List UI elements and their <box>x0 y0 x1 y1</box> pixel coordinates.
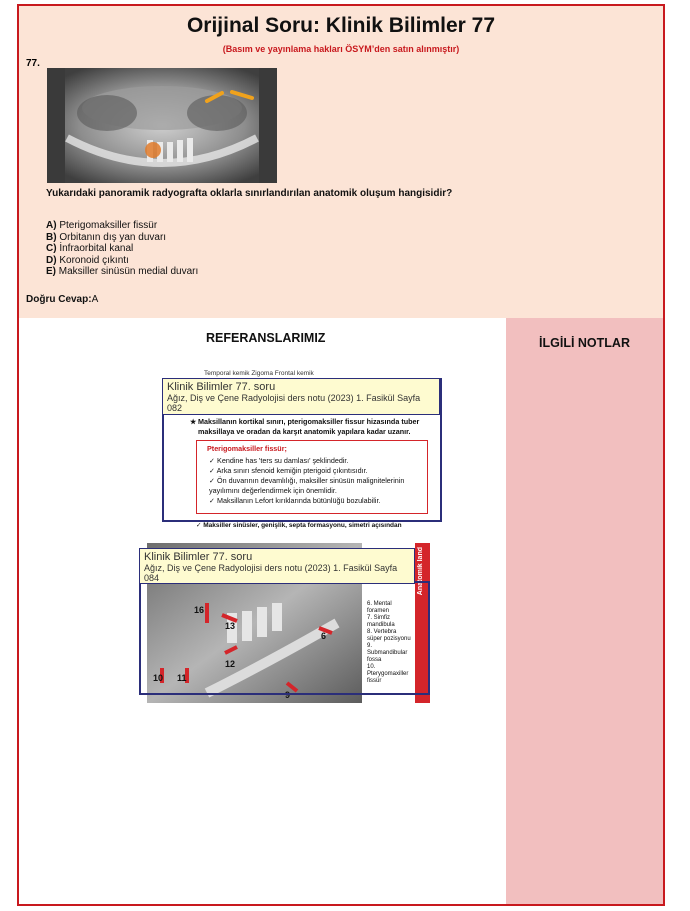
page-title: Orijinal Soru: Klinik Bilimler 77 <box>186 14 496 37</box>
option-b[interactable]: B) Orbitanın dış yan duvarı <box>46 231 167 243</box>
answer-value: A <box>91 294 99 305</box>
option-d[interactable]: D) Koronoid çıkıntı <box>46 254 129 266</box>
copyright-notice: (Basım ve yayınlama hakları ÖSYM’den satın alınmıştır) <box>222 44 460 54</box>
ref1-heading: Klinik Bilimler 77. soru <box>167 381 276 393</box>
marker-13: 13 <box>225 621 236 631</box>
marker-10: 10 <box>153 673 164 683</box>
ref1-bottom-strip: ✓ Maksiller sinüsler, genişlik, septa formasyonu, simetri açısından <box>196 522 402 529</box>
marker-11: 11 <box>177 673 187 683</box>
ref1-box-item: ✓ Arka sınırı sfenoid kemiğin pterigoid çıkıntısıdır. <box>209 466 368 475</box>
ref1-bullet: ★ Maksillanın kortikal sınırı, pterigomaksiller fissur hizasında tuber maksillaya ve oradan da karşıt anatomik yapılara kadar uzanır. <box>190 417 420 436</box>
references-title: REFERANSLARIMIZ <box>206 331 326 345</box>
notes-title: İLGİLİ NOTLAR <box>539 336 630 350</box>
ref1-top-strip: Temporal kemik Zigoma Frontal kemik <box>204 370 314 377</box>
marker-6: 6 <box>321 631 327 641</box>
ref1-source: Ağız, Diş ve Çene Radyolojisi ders notu (2023) 1. Fasikül Sayfa 082 <box>167 393 421 413</box>
marker-9: 9 <box>285 690 291 700</box>
marker-12: 12 <box>225 659 236 669</box>
star-icon: ★ <box>190 417 197 426</box>
question-number: 77. <box>26 58 40 69</box>
ref2-source: Ağız, Diş ve Çene Radyolojisi ders notu (2023) 1. Fasikül Sayfa 084 <box>144 563 398 583</box>
ref1-box-item: ✓ Kendine has 'ters su damlası' şeklindedir. <box>209 456 349 465</box>
ref2-legend: 6. Mental foramen 7. Simfiz mandibula 8. Vertebra süper pozisyonu 9. Submandibular fossa 10. Pterygomaxiller fissür <box>367 601 411 684</box>
answer-label: Doğru Cevap: <box>26 294 92 305</box>
question-text: Yukarıdaki panoramik radyografta oklarla sınırlandırılan anatomik oluşum hangisidir? <box>46 188 453 199</box>
ref1-box-item: ✓ Ön duvarının devamlılığı, maksiller sinüsün malignitelerinin yayılımını değerlendirmek için önemlidir. <box>209 476 405 495</box>
ref1-box-item: ✓ Maksillanın Lefort kırıklarında bütünlüğü bozulabilir. <box>209 496 381 505</box>
page-frame <box>17 4 665 906</box>
option-c[interactable]: C) İnfraorbital kanal <box>46 243 134 255</box>
ref1-box-title: Pterigomaksiller fissür; <box>207 444 287 453</box>
option-a[interactable]: A) Pterigomaksiller fissür <box>46 220 158 231</box>
ref2-heading: Klinik Bilimler 77. soru <box>144 551 253 563</box>
option-e[interactable]: E) Maksiller sinüsün medial duvarı <box>46 266 199 278</box>
ref2-side-label: Anatomik land <box>417 547 424 596</box>
marker-16: 16 <box>194 605 205 615</box>
